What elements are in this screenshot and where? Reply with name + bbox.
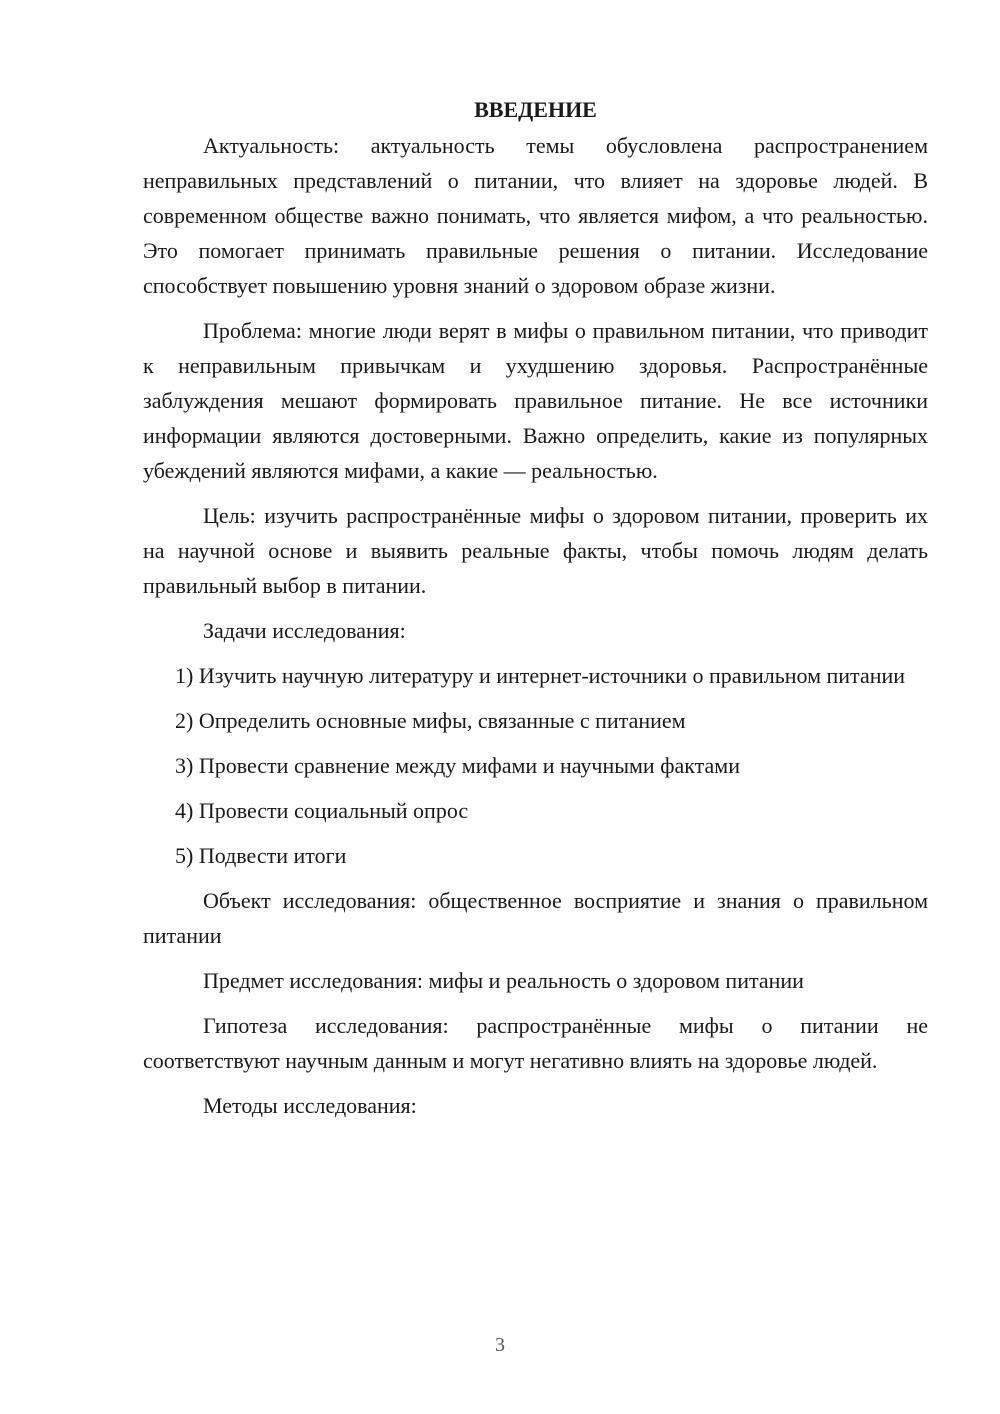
tasks-title: Задачи исследования: <box>203 618 406 643</box>
paragraph-hypothesis: Гипотеза исследования: распространённые мифы о питании не соответствуют научным данным и могут негативно влиять на здоровье людей. <box>143 1013 928 1073</box>
methods-title: Методы исследования: <box>203 1093 417 1118</box>
paragraph-subject: Предмет исследования: мифы и реальность о здоровом питании <box>203 968 804 993</box>
task-item-3: 3) Провести сравнение между мифами и научными фактами <box>175 753 740 778</box>
paragraph-goal: Цель: изучить распространённые мифы о здоровом питании, проверить их на научной основе и выявить реальные факты, чтобы помочь людям делать правильный выбор в питании. <box>143 503 928 598</box>
paragraph-problem: Проблема: многие люди верят в мифы о правильном питании, что приводит к неправильным привычкам и ухудшению здоровья. Распространённые заблуждения мешают формировать правильное питание. Не все источники информации являются достоверными. Важно определить, какие из популярных убеждений являются мифами, а какие — реальностью. <box>143 318 928 483</box>
paragraph-relevance: Актуальность: актуальность темы обусловлена распространением неправильных представлений о питании, что влияет на здоровье людей. В современном обществе важно понимать, что является мифом, а что реальностью. Это помогает принимать правильные решения о питании. Исследование способствует повышению уровня знаний о здоровом образе жизни. <box>143 133 928 298</box>
paragraph-object: Объект исследования: общественное восприятие и знания о правильном питании <box>143 888 928 948</box>
page-number: 3 <box>495 1334 505 1356</box>
document-page <box>143 92 928 1133</box>
task-item-2: 2) Определить основные мифы, связанные с питанием <box>175 708 686 733</box>
section-heading: ВВЕДЕНИЕ <box>474 97 597 122</box>
task-item-5: 5) Подвести итоги <box>175 843 347 868</box>
task-item-4: 4) Провести социальный опрос <box>175 798 469 823</box>
task-item-1: 1) Изучить научную литературу и интернет-источники о правильном питании <box>175 663 906 688</box>
